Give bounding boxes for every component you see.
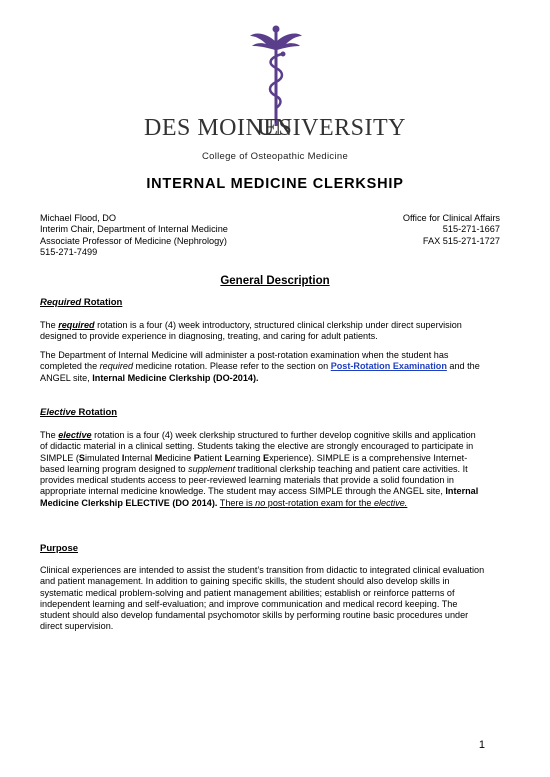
- text-span: The: [40, 430, 59, 440]
- contact-phone: 515-271-7499: [40, 246, 98, 257]
- text-span: nternal: [124, 452, 155, 463]
- text-span: traditional clerkship teaching and patient care activities. It provides medical students access to peer-reviewed learning materials that provide a solid foundation in appropriate internal medicine knowledge. The student may access SIMPLE through the ANGEL site,: [40, 463, 468, 497]
- acronym-letter: I: [121, 452, 125, 463]
- elective-emphasis: elective.: [373, 497, 408, 508]
- elective-heading-em: Elective: [40, 407, 76, 418]
- contact-office: Office for Clinical Affairs: [402, 213, 500, 223]
- acronym-letter: P: [193, 452, 200, 463]
- required-emphasis: required: [99, 361, 134, 372]
- text-span: and the ANGEL site,: [40, 361, 480, 383]
- logo-tagline: College of Osteopathic Medicine: [201, 151, 349, 162]
- purpose-paragraph: Clinical experiences are intended to assist the student’s transition from didactic to integrated clinical evaluation and patient management. In addition to gaining specific skills, the student should also develop skills in systematic medical problem-solving and patient management abilities; establish or reinforce patterns of independent learning and self-evaluation; and improve communication and medical record keeping. The student should also develop fundamental psychomotor skills by performing routine basic procedures under direct supervision.: [40, 565, 485, 632]
- no-emphasis: no: [255, 497, 266, 508]
- angel-elective-site-name: Internal Medicine Clerkship ELECTIVE (DO 2014).: [40, 486, 479, 508]
- caduceus-icon: [248, 24, 304, 128]
- no-exam-note: [220, 498, 408, 508]
- text-span: edicine: [162, 452, 194, 463]
- contact-name: Michael Flood, DO: [40, 213, 117, 223]
- text-span: xperience). SIMPLE is a comprehensive Internet-based learning program designed to: [40, 452, 468, 474]
- text-span: atient: [199, 452, 225, 463]
- contact-office-phone: 515-271-1667: [442, 224, 500, 235]
- required-paragraph-2: [40, 350, 485, 384]
- supplement-emphasis: supplement: [188, 463, 236, 474]
- angel-site-name: Internal Medicine Clerkship (DO-2014).: [92, 372, 259, 383]
- elective-heading-rest: Rotation: [75, 407, 118, 418]
- required-heading-em: Required: [40, 297, 82, 308]
- required-emphasis: required: [58, 320, 95, 330]
- general-description-heading: General Description: [220, 275, 330, 287]
- contact-fax: FAX 515-271-1727: [422, 235, 500, 246]
- required-heading-rest: Rotation: [81, 297, 123, 308]
- required-paragraph-1: [40, 320, 485, 343]
- text-span: rotation is a four (4) week introductory, structured clinical clerkship under direct supervision designed to provide experience in diagnosing, treating, and caring for adult patients.: [40, 320, 462, 342]
- document-title: INTERNAL MEDICINE CLERKSHIP: [146, 176, 404, 192]
- text-span: There is: [219, 497, 256, 508]
- logo-name-left: DES MOINES: [144, 115, 293, 141]
- elective-emphasis: elective: [58, 430, 92, 440]
- contact-block: [40, 213, 500, 258]
- acronym-letter: S: [78, 452, 85, 463]
- purpose-heading: Purpose: [40, 543, 79, 554]
- text-span: post-rotation exam for the: [265, 497, 374, 508]
- acronym-letter: L: [224, 452, 231, 463]
- acronym-letter: E: [263, 452, 270, 463]
- text-span: earning: [230, 452, 264, 463]
- elective-paragraph: [40, 430, 485, 509]
- logo-name-right: UNIVERSITY: [257, 115, 406, 141]
- page-number: 1: [478, 739, 485, 751]
- logo-wordmark: [144, 115, 406, 145]
- text-span: The: [40, 320, 59, 330]
- acronym-letter: M: [154, 452, 163, 463]
- contact-title: Associate Professor of Medicine (Nephrology): [40, 235, 227, 246]
- university-logo: [144, 24, 406, 162]
- text-span: The Department of Internal Medicine will administer a post-rotation examination when the student has completed the: [40, 350, 449, 372]
- elective-rotation-heading: [40, 407, 117, 418]
- text-span: medicine rotation. Please refer to the section on: [133, 361, 331, 372]
- required-rotation-heading: [40, 297, 122, 308]
- post-rotation-exam-link[interactable]: Post-Rotation Examination: [330, 361, 447, 372]
- text-span: imulated: [85, 452, 122, 463]
- text-span: rotation is a four (4) week clerkship structured to further develop cognitive skills and application of didactic material in a clinical setting. Students taking the elective are strongly encouraged to participate in SIMPLE (: [40, 430, 476, 463]
- contact-position: Interim Chair, Department of Internal Medicine: [40, 224, 228, 235]
